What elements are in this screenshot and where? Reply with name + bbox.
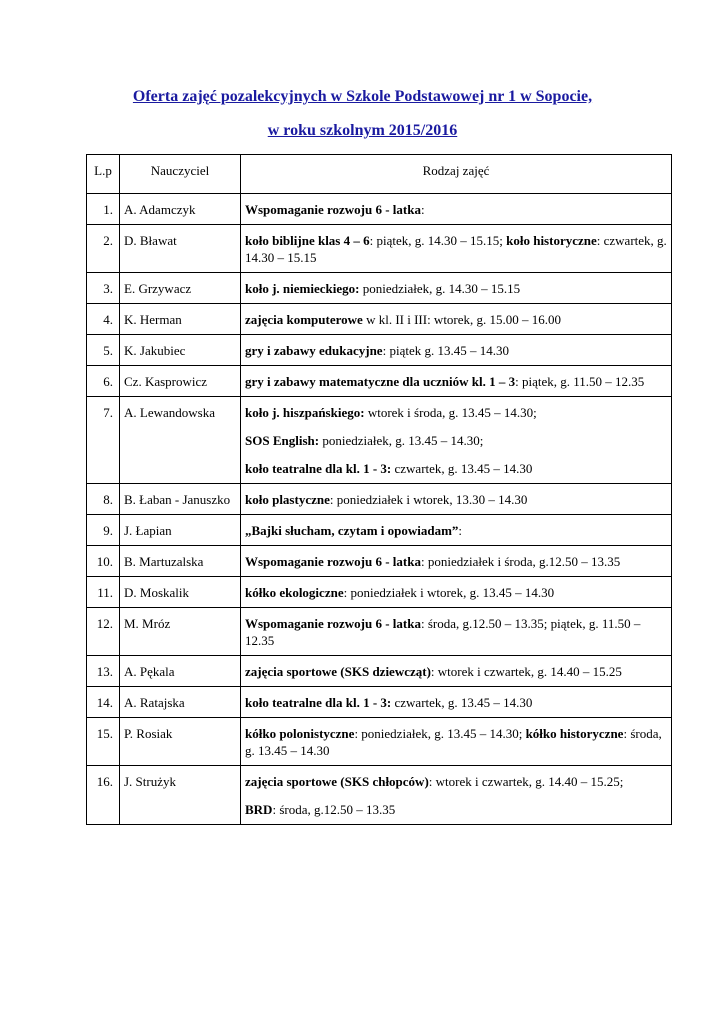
activity-schedule: : środa, g.12.50 – 13.35 bbox=[272, 802, 396, 817]
row-number: 12. bbox=[87, 608, 120, 656]
activity-schedule: : poniedziałek i środa, g.12.50 – 13.35 bbox=[420, 554, 621, 569]
activity-schedule: czwartek, g. 13.45 – 14.30 bbox=[391, 461, 533, 476]
activity-name: kółko historyczne bbox=[525, 726, 624, 741]
teacher-name: B. Martuzalska bbox=[120, 546, 241, 577]
teacher-name: A. Lewandowska bbox=[120, 397, 241, 484]
teacher-name: K. Jakubiec bbox=[120, 335, 241, 366]
row-number: 10. bbox=[87, 546, 120, 577]
teacher-name: A. Adamczyk bbox=[120, 194, 241, 225]
teacher-name: J. Łapian bbox=[120, 515, 241, 546]
row-number: 14. bbox=[87, 687, 120, 718]
activity-entry bbox=[245, 773, 667, 790]
activity-name: SOS English: bbox=[245, 433, 320, 448]
activity-schedule: czwartek, g. 13.45 – 14.30 bbox=[391, 695, 533, 710]
teacher-name: P. Rosiak bbox=[120, 718, 241, 766]
activity-name: koło biblijne klas 4 – 6 bbox=[245, 233, 370, 248]
table-row bbox=[87, 546, 672, 577]
teacher-name: Cz. Kasprowicz bbox=[120, 366, 241, 397]
document-title-line2: w roku szkolnym 2015/2016 bbox=[267, 122, 458, 139]
teacher-name: B. Łaban - Januszko bbox=[120, 484, 241, 515]
activity-name: kółko ekologiczne bbox=[245, 585, 344, 600]
teacher-name: A. Pękala bbox=[120, 656, 241, 687]
activities-table bbox=[86, 154, 672, 825]
activity-schedule: : poniedziałek i wtorek, 13.30 – 14.30 bbox=[329, 492, 528, 507]
activity-schedule: : wtorek i czwartek, g. 14.40 – 15.25; bbox=[428, 774, 624, 789]
row-number: 4. bbox=[87, 304, 120, 335]
activity-name: kółko polonistyczne bbox=[245, 726, 355, 741]
activity-schedule: : bbox=[458, 523, 463, 538]
table-row bbox=[87, 335, 672, 366]
activity-entry bbox=[245, 553, 667, 570]
teacher-name: M. Mróz bbox=[120, 608, 241, 656]
row-number: 8. bbox=[87, 484, 120, 515]
row-number: 15. bbox=[87, 718, 120, 766]
activity-schedule: w kl. II i III: wtorek, g. 15.00 – 16.00 bbox=[362, 312, 562, 327]
activity-description bbox=[241, 546, 672, 577]
table-row bbox=[87, 687, 672, 718]
activity-name: koło j. niemieckiego: bbox=[245, 281, 360, 296]
activity-description bbox=[241, 304, 672, 335]
activity-entry bbox=[245, 280, 667, 297]
table-row bbox=[87, 484, 672, 515]
table-row bbox=[87, 225, 672, 273]
activity-name: zajęcia komputerowe bbox=[245, 312, 363, 327]
header-activity-type: Rodzaj zajęć bbox=[241, 155, 672, 194]
table-row bbox=[87, 577, 672, 608]
activity-name: gry i zabawy matematyczne dla uczniów kl. 1 – 3 bbox=[245, 374, 516, 389]
row-number: 6. bbox=[87, 366, 120, 397]
row-number: 1. bbox=[87, 194, 120, 225]
row-number: 11. bbox=[87, 577, 120, 608]
table-header-row bbox=[87, 155, 672, 194]
activity-entry bbox=[245, 432, 667, 449]
table-row bbox=[87, 656, 672, 687]
activity-schedule: poniedziałek, g. 14.30 – 15.15 bbox=[359, 281, 521, 296]
activity-schedule: poniedziałek, g. 13.45 – 14.30; bbox=[319, 433, 484, 448]
activity-name: zajęcia sportowe (SKS dziewcząt) bbox=[245, 664, 431, 679]
row-number: 9. bbox=[87, 515, 120, 546]
activity-description bbox=[241, 577, 672, 608]
activity-entry bbox=[245, 232, 667, 266]
activity-schedule: : piątek, g. 11.50 – 12.35 bbox=[515, 374, 645, 389]
table-row bbox=[87, 304, 672, 335]
activity-entry bbox=[245, 342, 667, 359]
activity-name: BRD bbox=[245, 802, 273, 817]
activity-schedule: : piątek, g. 14.30 – 15.15; bbox=[369, 233, 507, 248]
row-number: 7. bbox=[87, 397, 120, 484]
table-row bbox=[87, 397, 672, 484]
activity-entry bbox=[245, 373, 667, 390]
activity-description bbox=[241, 366, 672, 397]
activity-description bbox=[241, 397, 672, 484]
activity-description bbox=[241, 335, 672, 366]
teacher-name: K. Herman bbox=[120, 304, 241, 335]
activity-description bbox=[241, 687, 672, 718]
activity-description bbox=[241, 225, 672, 273]
activity-description bbox=[241, 515, 672, 546]
activity-name: Wspomaganie rozwoju 6 - latka bbox=[245, 554, 421, 569]
activity-schedule: : środa, g. 13.45 – 14.30 bbox=[245, 726, 662, 758]
activity-name: koło plastyczne bbox=[245, 492, 330, 507]
activity-schedule: : poniedziałek, g. 13.45 – 14.30; bbox=[354, 726, 526, 741]
activity-entry bbox=[245, 615, 667, 649]
activity-name: gry i zabawy edukacyjne bbox=[245, 343, 383, 358]
header-teacher: Nauczyciel bbox=[120, 155, 241, 194]
activity-entry bbox=[245, 725, 667, 759]
row-number: 16. bbox=[87, 766, 120, 825]
teacher-name: A. Ratajska bbox=[120, 687, 241, 718]
activity-entry bbox=[245, 311, 667, 328]
activity-schedule: wtorek i środa, g. 13.45 – 14.30; bbox=[364, 405, 537, 420]
activity-name: Wspomaganie rozwoju 6 - latka bbox=[245, 616, 421, 631]
activity-description bbox=[241, 766, 672, 825]
row-number: 2. bbox=[87, 225, 120, 273]
activity-entry bbox=[245, 201, 667, 218]
activity-name: koło j. hiszpańskiego: bbox=[245, 405, 365, 420]
activity-entry bbox=[245, 522, 667, 539]
activity-entry bbox=[245, 663, 667, 680]
activity-description bbox=[241, 273, 672, 304]
activity-name: Wspomaganie rozwoju 6 - latka bbox=[245, 202, 421, 217]
teacher-name: D. Moskalik bbox=[120, 577, 241, 608]
teacher-name: J. Strużyk bbox=[120, 766, 241, 825]
document-title-line1: Oferta zajęć pozalekcyjnych w Szkole Podstawowej nr 1 w Sopocie, bbox=[132, 88, 593, 105]
activity-name: koło teatralne dla kl. 1 - 3: bbox=[245, 461, 392, 476]
activity-name: zajęcia sportowe (SKS chłopców) bbox=[245, 774, 429, 789]
activity-schedule: : środa, g.12.50 – 13.35; piątek, g. 11.50 – 12.35 bbox=[245, 616, 641, 648]
table-row bbox=[87, 515, 672, 546]
table-row bbox=[87, 608, 672, 656]
row-number: 13. bbox=[87, 656, 120, 687]
activity-schedule: : poniedziałek i wtorek, g. 13.45 – 14.30 bbox=[343, 585, 555, 600]
activity-description bbox=[241, 718, 672, 766]
table-row bbox=[87, 718, 672, 766]
activity-entry bbox=[245, 584, 667, 601]
teacher-name: D. Bławat bbox=[120, 225, 241, 273]
activity-name: „Bajki słucham, czytam i opowiadam” bbox=[245, 523, 459, 538]
activity-entry bbox=[245, 491, 667, 508]
table-row bbox=[87, 766, 672, 825]
activity-entry bbox=[245, 694, 667, 711]
activity-description bbox=[241, 194, 672, 225]
row-number: 3. bbox=[87, 273, 120, 304]
activity-entry bbox=[245, 404, 667, 421]
activity-description bbox=[241, 608, 672, 656]
activity-schedule: : wtorek i czwartek, g. 14.40 – 15.25 bbox=[430, 664, 622, 679]
row-number: 5. bbox=[87, 335, 120, 366]
activity-name: koło teatralne dla kl. 1 - 3: bbox=[245, 695, 392, 710]
activity-description bbox=[241, 484, 672, 515]
activity-entry bbox=[245, 801, 667, 818]
activity-schedule: : piątek g. 13.45 – 14.30 bbox=[382, 343, 509, 358]
header-lp: L.p bbox=[87, 155, 120, 194]
activity-entry bbox=[245, 460, 667, 477]
table-row bbox=[87, 194, 672, 225]
table-row bbox=[87, 366, 672, 397]
activity-schedule: : czwartek, g. 14.30 – 15.15 bbox=[245, 233, 667, 265]
activity-name: koło historyczne bbox=[506, 233, 597, 248]
activity-description bbox=[241, 656, 672, 687]
table-row bbox=[87, 273, 672, 304]
teacher-name: E. Grzywacz bbox=[120, 273, 241, 304]
activity-schedule: : bbox=[420, 202, 425, 217]
table-body bbox=[87, 194, 672, 825]
